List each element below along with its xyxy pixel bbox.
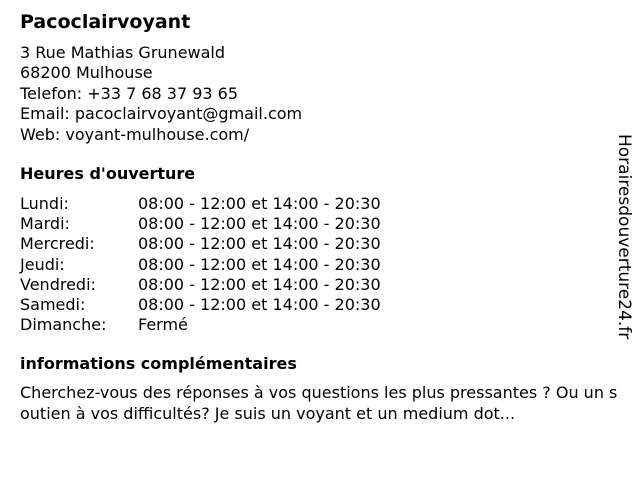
opening-hours-table bbox=[20, 194, 381, 335]
day-label: Mercredi: bbox=[20, 234, 95, 254]
hours-row-friday bbox=[20, 275, 381, 295]
additional-info-heading: informations complémentaires bbox=[20, 354, 297, 373]
day-times: 08:00 - 12:00 et 14:00 - 20:30 bbox=[138, 254, 381, 274]
day-times: 08:00 - 12:00 et 14:00 - 20:30 bbox=[138, 295, 381, 315]
hours-row-monday bbox=[20, 194, 381, 214]
web-line: Web: voyant-mulhouse.com/ bbox=[20, 124, 250, 144]
address-street: 3 Rue Mathias Grunewald bbox=[20, 43, 226, 62]
day-times: Fermé bbox=[138, 315, 188, 335]
day-times: 08:00 - 12:00 et 14:00 - 20:30 bbox=[138, 214, 381, 234]
opening-hours-heading: Heures d'ouverture bbox=[20, 164, 196, 183]
phone-line: Telefon: +33 7 68 37 93 65 bbox=[20, 83, 239, 103]
hours-row-thursday bbox=[20, 255, 381, 275]
day-times: 08:00 - 12:00 et 14:00 - 20:30 bbox=[138, 234, 381, 254]
day-times: 08:00 - 12:00 et 14:00 - 20:30 bbox=[138, 274, 381, 294]
hours-row-saturday bbox=[20, 295, 381, 315]
address-city: 68200 Mulhouse bbox=[20, 63, 153, 83]
address-block bbox=[20, 43, 302, 145]
site-name-vertical[interactable]: Horairesdouverture24.fr bbox=[614, 134, 634, 340]
day-label: Vendredi: bbox=[20, 274, 96, 294]
additional-info-text: Cherchez-vous des réponses à vos questions les plus pressantes ? Ou un soutien à vos difficultés? Je suis un voyant et un medium dot... bbox=[20, 383, 618, 423]
day-label: Jeudi: bbox=[20, 254, 65, 274]
day-times: 08:00 - 12:00 et 14:00 - 20:30 bbox=[138, 194, 381, 213]
day-label: Dimanche: bbox=[20, 315, 107, 335]
email-line: Email: pacoclairvoyant@gmail.com bbox=[20, 104, 303, 124]
business-name: Pacoclairvoyant bbox=[20, 11, 191, 33]
hours-row-sunday bbox=[20, 315, 381, 335]
day-label: Samedi: bbox=[20, 295, 86, 315]
hours-row-wednesday bbox=[20, 234, 381, 254]
hours-row-tuesday bbox=[20, 214, 381, 234]
day-label: Lundi: bbox=[20, 194, 69, 213]
day-label: Mardi: bbox=[20, 214, 70, 234]
